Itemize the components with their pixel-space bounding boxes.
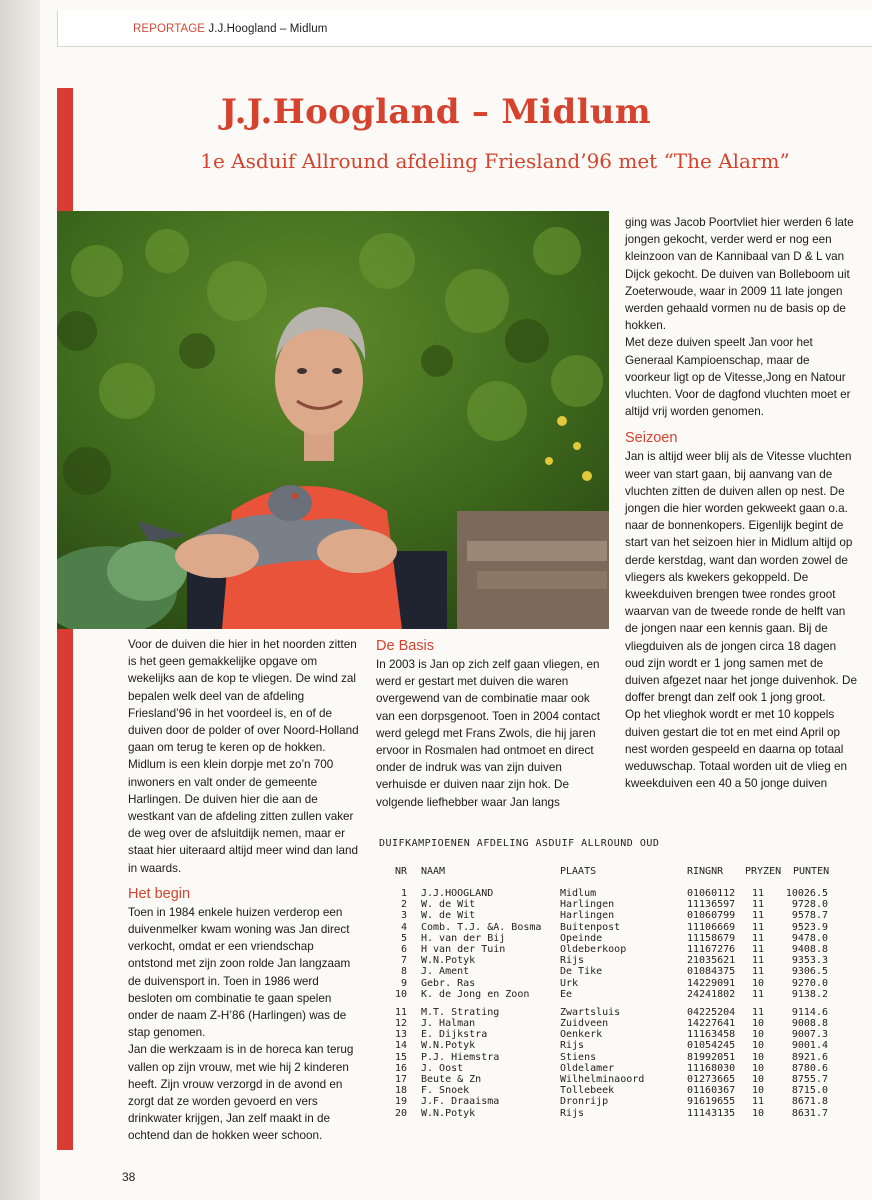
table-row	[379, 1029, 839, 1040]
cell-naam: Beute & Zn	[421, 1074, 482, 1085]
cell-nr: 1	[400, 888, 407, 899]
cell-ringnr: 01054245	[687, 1040, 736, 1052]
column-3	[625, 214, 857, 793]
table-header	[379, 866, 839, 880]
table-row	[379, 922, 839, 933]
cell-ringnr: 11163458	[687, 1029, 736, 1041]
header-nr: NR	[394, 866, 407, 877]
cell-plaats: Urk	[560, 977, 579, 989]
cell-ringnr: 01160367	[687, 1085, 736, 1097]
seizoen-paragraph-2: Op het vlieghok wordt er met 10 koppels duiven gestart die tot en met eind April op nest worden gespeeld en daarna op totaal weduwschap. Totaal worden uit de vlieg en kweekduiven een 40 a 50 jonge duiven	[625, 708, 847, 791]
table-title: DUIFKAMPIOENEN AFDELING ASDUIF ALLROUND OUD	[379, 838, 660, 849]
cell-plaats: Ee	[560, 988, 573, 1000]
cell-punten: 9114.6	[791, 1006, 828, 1018]
cell-naam: Gebr. Ras	[421, 977, 476, 989]
cell-nr: 11	[394, 1006, 407, 1018]
portrait-photo	[57, 211, 609, 629]
section-heading-basis: De Basis	[376, 638, 435, 654]
table-row	[379, 966, 839, 977]
header-ringnr: RINGNR	[687, 866, 724, 877]
cell-pryzen: 11	[752, 988, 765, 1000]
cell-naam: J. Halman	[421, 1018, 476, 1030]
cell-naam: Comb. T.J. &A. Bosma	[421, 921, 542, 933]
cell-plaats: Rijs	[560, 1040, 585, 1052]
header-punten: PUNTEN	[793, 866, 830, 877]
cell-punten: 8921.6	[791, 1051, 828, 1063]
table-row	[379, 899, 839, 910]
table-row	[379, 989, 839, 1000]
cell-plaats: Harlingen	[560, 899, 615, 911]
cell-pryzen: 11	[752, 955, 765, 967]
section-heading-seizoen: Seizoen	[625, 430, 678, 447]
basis-paragraph: In 2003 is Jan op zich zelf gaan vliegen, en werd er gestart met duiven die waren overgewend van de combinatie maar ook van een dorpsgenoot. Toen in 2004 contact werd gelegd met Frans Zwols, die hij jaren ervoor in Rosmalen had ontmoet en direct onder de indruk was van zijn duiven verhuisde er duiven naar zijn hok. De volgende liefhebber waar Jan langs	[376, 658, 600, 809]
page-number: 38	[122, 1170, 136, 1184]
header-naam: NAAM	[421, 866, 446, 877]
cell-pryzen: 10	[752, 1051, 765, 1063]
table-row	[379, 933, 839, 944]
cell-nr: 9	[400, 977, 407, 989]
running-title: J.J.Hoogland – Midlum	[208, 23, 328, 35]
cell-naam: F. Snoek	[421, 1085, 470, 1097]
cell-plaats: De Tike	[560, 966, 603, 978]
cell-ringnr: 11143135	[687, 1107, 736, 1119]
cell-pryzen: 11	[752, 966, 765, 978]
cell-punten: 8671.8	[791, 1096, 828, 1108]
cell-pryzen: 11	[752, 921, 765, 933]
table-row	[379, 955, 839, 966]
cell-naam: P.J. Hiemstra	[421, 1051, 500, 1063]
begin-paragraph-1: Toen in 1984 enkele huizen verderop een duivenmelker kwam woning was Jan direct verkocht, omdat er een vriendschap ontstond met zijn zoon rolde Jan langzaam de duivensport in. Toen in 1986 werd besloten om combinatie te gaan spelen onder de naam Z-H’86 (Harlingen) was de stap genomen.	[128, 905, 351, 1040]
cell-pryzen: 11	[752, 932, 765, 944]
cell-pryzen: 10	[752, 1062, 765, 1074]
cell-plaats: Buitenpost	[560, 921, 621, 933]
cell-punten: 8715.0	[791, 1085, 828, 1097]
cell-naam: E. Dijkstra	[421, 1029, 488, 1041]
cell-plaats: Rijs	[560, 1107, 585, 1119]
photo-illustration	[57, 211, 609, 629]
cell-nr: 17	[394, 1074, 407, 1085]
cell-ringnr: 24241802	[687, 988, 736, 1000]
cell-nr: 10	[394, 988, 407, 1000]
table-row	[379, 1040, 839, 1051]
cell-naam: H van der Tuin	[421, 943, 506, 955]
cell-naam: J. Ament	[421, 966, 470, 978]
cell-plaats: Stiens	[560, 1051, 597, 1063]
table-row	[379, 1018, 839, 1029]
cell-plaats: Wilhelminaoord	[560, 1074, 645, 1085]
header-plaats: PLAATS	[560, 866, 597, 877]
cell-naam: W.N.Potyk	[421, 1040, 476, 1052]
table-row	[379, 1052, 839, 1063]
cell-naam: W. de Wit	[421, 910, 476, 922]
cell-punten: 9001.4	[791, 1040, 828, 1052]
table-row	[379, 944, 839, 955]
cell-punten: 9478.0	[791, 932, 828, 944]
cell-ringnr: 11106669	[687, 921, 736, 933]
cell-nr: 8	[400, 966, 407, 978]
cell-pryzen: 10	[752, 1085, 765, 1097]
cell-ringnr: 01273665	[687, 1074, 736, 1085]
cell-ringnr: 81992051	[687, 1051, 736, 1063]
column-2	[376, 636, 608, 811]
cell-ringnr: 14227641	[687, 1018, 736, 1030]
cell-punten: 9578.7	[791, 910, 828, 922]
table-row	[379, 1063, 839, 1074]
cell-ringnr: 01084375	[687, 966, 736, 978]
cell-nr: 12	[394, 1018, 407, 1030]
cell-plaats: Harlingen	[560, 910, 615, 922]
cell-pryzen: 10	[752, 1107, 765, 1119]
cell-naam: J.J.HOOGLAND	[421, 888, 494, 899]
cell-nr: 16	[394, 1062, 407, 1074]
cell-plaats: Rijs	[560, 955, 585, 967]
table-body	[379, 888, 839, 1119]
cell-pryzen: 11	[752, 1096, 765, 1108]
begin-paragraph-2: Jan die werkzaam is in de horeca kan terug vallen op zijn vrouw, met wie hij 2 kinderen heeft. Zijn vrouw verzorgd in de avond en zorgt dat ze worden gevoerd en vers drinkwater krijgen, Jan zelf maakt in de ochtend dan de hokken weer schoon.	[128, 1043, 354, 1143]
cell-plaats: Opeinde	[560, 932, 603, 944]
cell-punten: 9306.5	[791, 966, 828, 978]
cell-punten: 9007.3	[791, 1029, 828, 1041]
page-spine	[0, 0, 40, 1200]
cell-ringnr: 21035621	[687, 955, 736, 967]
cell-plaats: Zwartsluis	[560, 1006, 621, 1018]
cell-nr: 19	[394, 1096, 407, 1108]
cell-punten: 9523.9	[791, 921, 828, 933]
cell-pryzen: 10	[752, 1040, 765, 1052]
cell-pryzen: 11	[752, 888, 765, 899]
cell-plaats: Dronrijp	[560, 1096, 609, 1108]
cell-naam: W.N.Potyk	[421, 955, 476, 967]
cell-punten: 10026.5	[785, 888, 828, 899]
article-title: J.J.Hoogland – Midlum	[220, 92, 652, 132]
section-heading-begin: Het begin	[128, 885, 191, 902]
cell-plaats: Midlum	[560, 888, 597, 899]
table-row	[379, 1007, 839, 1018]
cell-plaats: Tollebeek	[560, 1085, 615, 1097]
table-row	[379, 1085, 839, 1096]
cell-nr: 5	[400, 932, 407, 944]
cell-ringnr: 04225204	[687, 1006, 736, 1018]
intro-paragraph: Voor de duiven die hier in het noorden zitten is het geen gemakkelijke opgave om wekelijks aan de kop te vliegen. De wind zal bepalen welk deel van de afdeling Friesland’96 in het voordeel is, en of de duiven door de polder of over Noord-Holland gaan om terug te keren op de hokken. Midlum is een klein dorpje met zo’n 700 inwoners en valt onder de gemeente Harlingen. De duiven hier die aan de westkant van de afdeling zitten zullen vaker de weg over de afsluitdijk nemen, maar er staat hier uiteraard altijd meer wind dan land in waards.	[128, 638, 359, 875]
cell-ringnr: 01060112	[687, 888, 736, 899]
cell-punten: 9353.3	[791, 955, 828, 967]
running-header	[133, 23, 327, 35]
cell-plaats: Oldeberkoop	[560, 943, 627, 955]
cell-punten: 9008.8	[791, 1018, 828, 1030]
col3-paragraph-1: ging was Jacob Poortvliet hier werden 6 late jongen gekocht, verder werd er nog een kleinzoon van de Kannibaal van D & L van Dijck gekocht. De duiven van Bolleboom uit Zoeterwoude, waar in 2009 11 late jongen werden gehaald vormen nu de basis op de hokken.	[625, 216, 854, 333]
cell-naam: M.T. Strating	[421, 1006, 500, 1018]
column-1	[128, 636, 360, 1145]
cell-plaats: Oldelamer	[560, 1062, 615, 1074]
cell-plaats: Oenkerk	[560, 1029, 603, 1041]
table-row	[379, 1108, 839, 1119]
cell-pryzen: 11	[752, 943, 765, 955]
col3-paragraph-2: Met deze duiven speelt Jan voor het Generaal Kampioenschap, maar de voorkeur ligt op de Vitesse,Jong en Natour vluchten. Voor de dagfond vluchten moet er altijd vrij worden genomen.	[625, 336, 851, 419]
table-row	[379, 888, 839, 899]
table-row	[379, 910, 839, 921]
cell-punten: 9270.0	[791, 977, 828, 989]
cell-punten: 9408.8	[791, 943, 828, 955]
section-label: REPORTAGE	[133, 23, 206, 35]
cell-nr: 13	[394, 1029, 407, 1041]
article-subtitle: 1e Asduif Allround afdeling Friesland’96 met “The Alarm”	[200, 149, 790, 173]
table-row	[379, 978, 839, 989]
cell-ringnr: 11168030	[687, 1062, 736, 1074]
table-row	[379, 1096, 839, 1107]
cell-pryzen: 11	[752, 1006, 765, 1018]
cell-naam: W. de Wit	[421, 899, 476, 911]
cell-nr: 18	[394, 1085, 407, 1097]
cell-ringnr: 11136597	[687, 899, 736, 911]
cell-nr: 2	[400, 899, 407, 911]
seizoen-paragraph-1: Jan is altijd weer blij als de Vitesse vluchten weer van start gaan, bij aanvang van de vluchten zitten de duiven allen op nest. De jongen die hier worden gekweekt gaan o.a. naar de bonnenkopers. Eigenlijk begint de start van het seizoen hier in Midlum altijd op derde kerstdag, want dan worden zowel de vliegers als kwekers gekoppeld. De kweekduiven brengen twee rondes groot waarvan van de tweede ronde de helft van de jongen naar een kennis gaan. Bij de vliegduiven als de jongen circa 18 dagen oud zijn wordt er 1 jong samen met de duiven afgezet naar het jonge duivenhok. De doffer brengt dan zelf ook 1 jong groot.	[625, 450, 857, 705]
cell-nr: 20	[394, 1107, 407, 1119]
cell-nr: 7	[400, 955, 407, 967]
cell-nr: 6	[400, 943, 407, 955]
cell-punten: 8755.7	[791, 1074, 828, 1085]
cell-naam: H. van der Bij	[421, 932, 506, 944]
cell-punten: 8631.7	[791, 1107, 828, 1119]
cell-nr: 14	[394, 1040, 407, 1052]
cell-naam: J. Oost	[421, 1062, 464, 1074]
cell-pryzen: 10	[752, 977, 765, 989]
cell-nr: 3	[400, 910, 407, 922]
cell-pryzen: 11	[752, 899, 765, 911]
cell-plaats: Zuidveen	[560, 1018, 609, 1030]
header-pryzen: PRYZEN	[745, 866, 782, 877]
table-row	[379, 1074, 839, 1085]
cell-nr: 4	[400, 921, 407, 933]
cell-ringnr: 11158679	[687, 932, 736, 944]
cell-pryzen: 11	[752, 910, 765, 922]
cell-pryzen: 10	[752, 1018, 765, 1030]
cell-naam: W.N.Potyk	[421, 1107, 476, 1119]
cell-naam: J.F. Draaisma	[421, 1096, 500, 1108]
cell-ringnr: 91619655	[687, 1096, 736, 1108]
cell-ringnr: 11167276	[687, 943, 736, 955]
cell-ringnr: 14229091	[687, 977, 736, 989]
cell-punten: 9728.0	[791, 899, 828, 911]
cell-pryzen: 10	[752, 1029, 765, 1041]
cell-nr: 15	[394, 1051, 407, 1063]
cell-ringnr: 01060799	[687, 910, 736, 922]
cell-pryzen: 10	[752, 1074, 765, 1085]
cell-punten: 8780.6	[791, 1062, 828, 1074]
cell-naam: K. de Jong en Zoon	[421, 988, 530, 1000]
cell-punten: 9138.2	[791, 988, 828, 1000]
